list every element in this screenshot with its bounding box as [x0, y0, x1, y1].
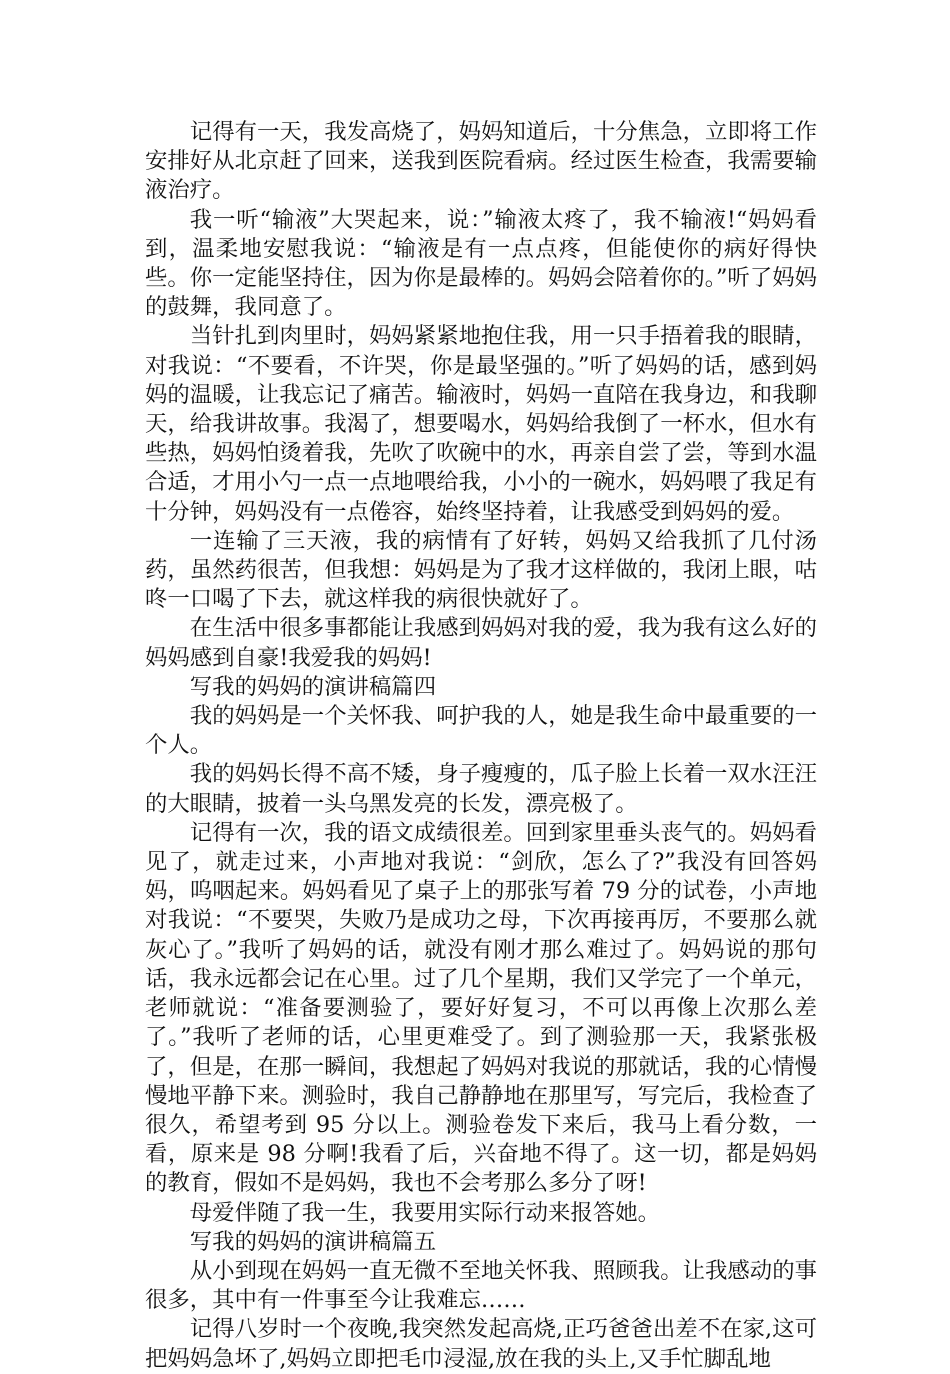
paragraph-appearance: 我的妈妈长得不高不矮，身子瘦瘦的，瓜子脸上长着一双水汪汪的大眼睛，披着一头乌黑发亮的长发，漂亮极了。: [145, 761, 817, 817]
paragraph-sick-day: 记得有一天，我发高烧了，妈妈知道后，十分焦急，立即将工作安排好从北京赶了回来，送我到医院看病。经过医生检查，我需要输液治疗。: [145, 119, 817, 204]
paragraph-care: 从小到现在妈妈一直无微不至地关怀我、照顾我。让我感动的事很多，其中有一件事至今让我难忘……: [145, 1257, 817, 1314]
section-heading-part-four: 写我的妈妈的演讲稿篇四: [189, 673, 437, 700]
paragraph-intro-mother: 我的妈妈是一个关怀我、呵护我的人，她是我生命中最重要的一个人。: [145, 703, 817, 759]
document-body: [145, 118, 817, 1374]
paragraph-gratitude: 母爱伴随了我一生，我要用实际行动来报答她。: [189, 1199, 660, 1226]
paragraph-conclusion: 在生活中很多事都能让我感到妈妈对我的爱，我为我有这么好的妈妈感到自豪!我爱我的妈妈!: [145, 615, 817, 671]
paragraph-infusion-fear: 我一听“输液”大哭起来，说：”输液太疼了，我不输液!“妈妈看到，温柔地安慰我说：“输液是有一点点疼，但能使你的病好得快些。你一定能坚持住，因为你是最棒的。妈妈会陪着你的。”听了妈妈的鼓舞，我同意了。: [145, 206, 817, 321]
paragraph-fever-night: 记得八岁时一个夜晚,我突然发起高烧,正巧爸爸出差不在家,这可把妈妈急坏了,妈妈立即把毛巾浸湿,放在我的头上,又手忙脚乱地: [145, 1316, 817, 1372]
paragraph-needle: 当针扎到肉里时，妈妈紧紧地抱住我，用一只手捂着我的眼睛，对我说：“不要看，不许哭，你是最坚强的。”听了妈妈的话，感到妈妈的温暖，让我忘记了痛苦。输液时，妈妈一直陪在我身边，和我聊天，给我讲故事。我渴了，想要喝水，妈妈给我倒了一杯水，但水有些热，妈妈怕烫着我，先吹了吹碗中的水，再亲自尝了尝，等到水温合适，才用小勺一点一点地喂给我，小小的一碗水，妈妈喂了我足有十分钟，妈妈没有一点倦容，始终坚持着，让我感受到妈妈的爱。: [145, 323, 817, 525]
paragraph-recovery: 一连输了三天液，我的病情有了好转，妈妈又给我抓了几付汤药，虽然药很苦，但我想：妈妈是为了我才这样做的，我闭上眼，咕咚一口喝了下去，就这样我的病很快就好了。: [145, 527, 817, 613]
paragraph-exam-story: 记得有一次，我的语文成绩很差。回到家里垂头丧气的。妈妈看见了，就走过来，小声地对我说：“剑欣，怎么了?”我没有回答妈妈，呜咽起来。妈妈看见了桌子上的那张写着 79 分的试卷，小声地对我说：“不要哭，失败乃是成功之母，下次再接再厉，不要那么就灰心了。”我听了妈妈的话，就没有刚才那么难过了。妈妈说的那句话，我永远都会记在心里。过了几个星期，我们又学完了一个单元，老师就说：“准备要测验了，要好好复习，不可以再像上次那么差了。”我听了老师的话，心里更难受了。到了测验那一天，我紧张极了，但是，在那一瞬间，我想起了妈妈对我说的那就话，我的心情慢慢地平静下来。测验时，我自己静静地在那里写，写完后，我检查了很久，希望考到 95 分以上。测验卷发下来后，我马上看分数，一看，原来是 98 分啊!我看了后，兴奋地不得了。这一切，都是妈妈的教育，假如不是妈妈，我也不会考那么多分了呀!: [145, 819, 817, 1197]
section-heading-part-five: 写我的妈妈的演讲稿篇五: [189, 1228, 437, 1255]
